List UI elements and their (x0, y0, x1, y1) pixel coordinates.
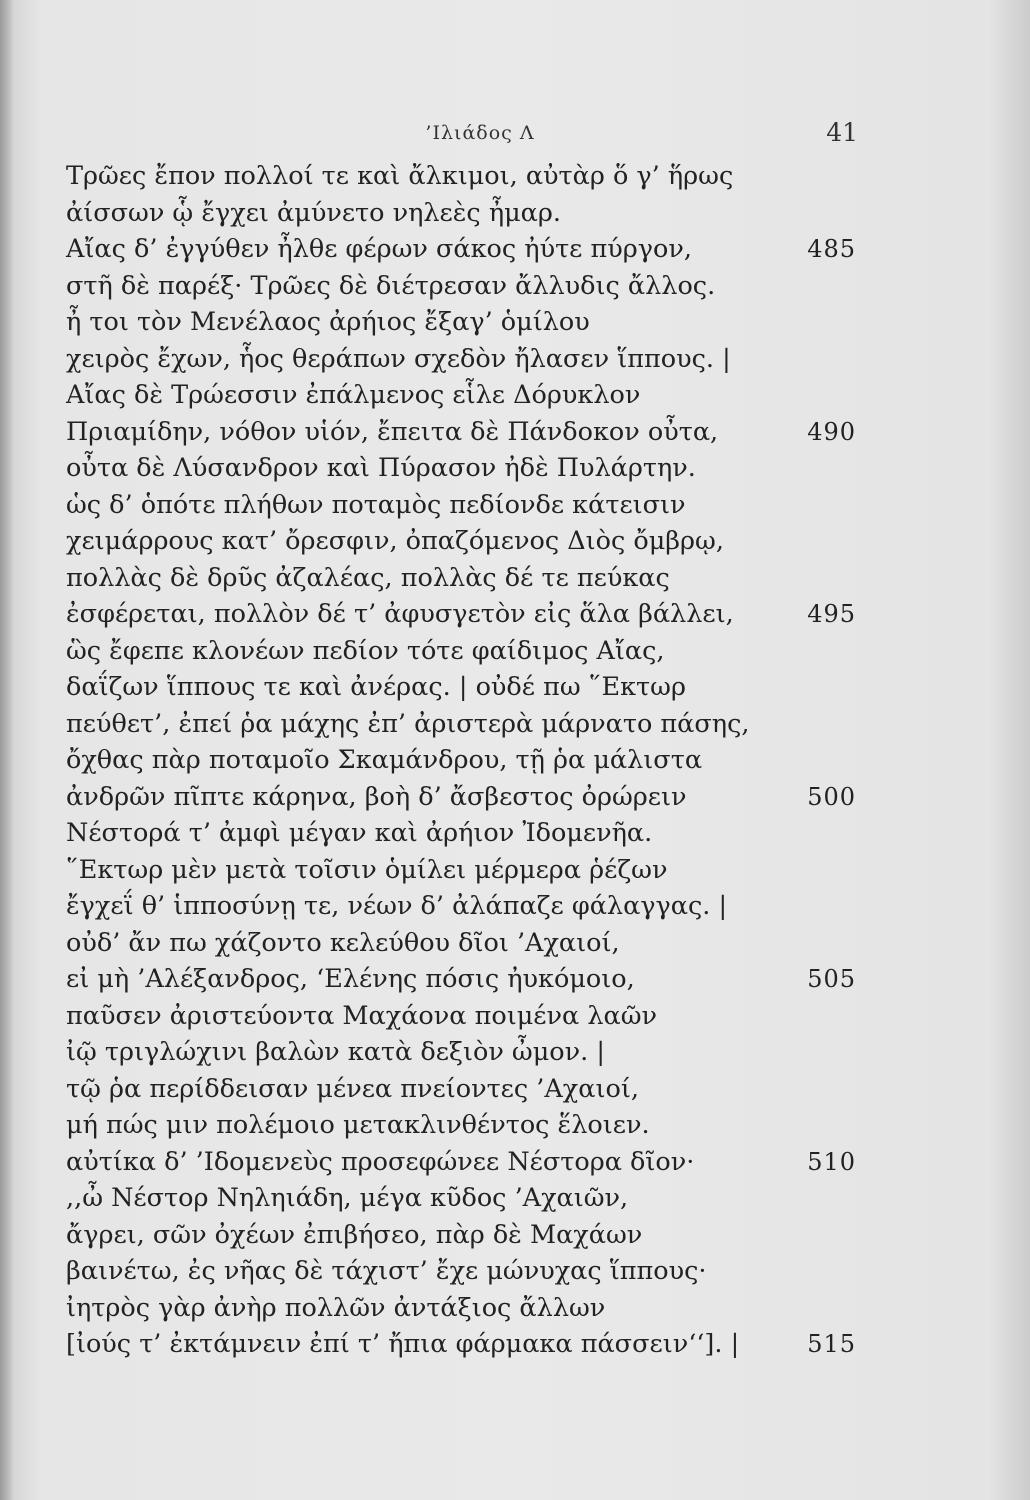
verse-line (66, 487, 866, 524)
verse-line (66, 1253, 866, 1290)
verse-text: ὡς δ’ ὁπότε πλήθων ποταμὸς πεδίονδε κάτεισιν (66, 489, 686, 520)
verse-text: ἦ τοι τὸν Μενέλαος ἀρήιος ἔξαγ’ ὁμίλου (66, 307, 590, 337)
verse-line (66, 961, 866, 998)
verse-text: χειρὸς ἔχων, ἧος θεράπων σχεδὸν ἤλασεν ἵππους. | (66, 343, 731, 374)
page-number: 41 (826, 118, 858, 147)
line-number: 515 (807, 1330, 856, 1358)
verse-line (66, 304, 866, 341)
verse-text: αὐτίκα δ’ ’Ιδομενεὺς προσεφώνεε Νέστορα δῖον· (66, 1146, 695, 1177)
verse-line (66, 925, 866, 962)
verse-line (66, 1326, 866, 1363)
verse-line (66, 341, 866, 378)
verse-text: ἰῷ τριγλώχινι βαλὼν κατὰ δεξιὸν ὦμον. | (66, 1037, 605, 1067)
line-number: 505 (807, 965, 856, 993)
verse-line (66, 596, 866, 633)
verse-line (66, 1180, 866, 1217)
verse-line (66, 195, 866, 232)
verse-text: ἄγρει, σῶν ὀχέων ἐπιβήσεο, πὰρ δὲ Μαχάων (66, 1219, 643, 1250)
verse-text: Αἴας δὲ Τρώεσσιν ἐπάλμενος εἷλε Δόρυκλον (66, 380, 641, 410)
verse-line (66, 852, 866, 889)
verse-text: δαΐζων ἵππους τε καὶ ἀνέρας. | οὐδέ πω ῞Εκτωρ (66, 672, 686, 702)
verse-line (66, 450, 866, 487)
verse-line (66, 268, 866, 305)
verse-line (66, 888, 866, 925)
verse-line (66, 231, 866, 268)
verse-text: [ἰούς τ’ ἐκτάμνειν ἐπί τ’ ἤπια φάρμακα πάσσειν‘‘]. | (66, 1329, 740, 1359)
verse-text: ἀίσσων ᾧ ἔγχει ἀμύνετο νηλεὲς ἦμαρ. (66, 197, 561, 228)
verse-text: παῦσεν ἀριστεύοντα Μαχάονα ποιμένα λαῶν (66, 1000, 658, 1031)
verse-line (66, 706, 866, 743)
verse-line (66, 377, 866, 414)
verse-text: ,,ὦ Νέστορ Νηληιάδη, μέγα κῦδος ’Αχαιῶν, (66, 1183, 629, 1213)
verse-line (66, 742, 866, 779)
verse-text: Νέστορά τ’ ἀμφὶ μέγαν καὶ ἀρήιον Ἰδομενῆα. (66, 818, 653, 848)
line-number: 485 (807, 235, 856, 263)
verse-text: χειμάρρους κατ’ ὄρεσφιν, ὀπαζόμενος Διὸς ὄμβρῳ, (66, 526, 724, 556)
verse-line (66, 633, 866, 670)
verse-line (66, 998, 866, 1035)
verse-text: Τρῶες ἔπον πολλοί τε καὶ ἄλκιμοι, αὐτὰρ ὅ γ’ ἥρως (66, 161, 734, 191)
verse-line (66, 779, 866, 816)
verse-line (66, 1034, 866, 1071)
verse-text: πεύθετ’, ἐπεί ῥα μάχης ἐπ’ ἀριστερὰ μάρνατο πάσης, (66, 708, 750, 739)
verse-line (66, 815, 866, 852)
verse-text: ἰητρὸς γὰρ ἀνὴρ πολλῶν ἀντάξιος ἄλλων (66, 1292, 606, 1323)
verse-line (66, 1290, 866, 1327)
line-number: 495 (807, 600, 856, 628)
verse-line (66, 1144, 866, 1181)
verse-line (66, 523, 866, 560)
verse-text: ἀνδρῶν πῖπτε κάρηνα, βοὴ δ’ ἄσβεστος ὀρώρειν (66, 781, 687, 812)
verse-text: Πριαμίδην, νόθον υἱόν, ἔπειτα δὲ Πάνδοκον οὖτα, (66, 416, 719, 447)
line-number: 490 (807, 417, 856, 446)
verse-text: ῞Εκτωρ μὲν μετὰ τοῖσιν ὁμίλει μέρμερα ῥέζων (66, 854, 668, 885)
verse-line (66, 1217, 866, 1254)
verse-text: στῆ δὲ παρέξ· Τρῶες δὲ διέτρεσαν ἄλλυδις ἄλλος. (66, 270, 716, 301)
verse-text: ὣς ἔφεπε κλονέων πεδίον τότε φαίδιμος Αἴας, (66, 635, 665, 666)
verse-text: μή πώς μιν πολέμοιο μετακλινθέντος ἕλοιεν. (66, 1110, 650, 1140)
verse-line (66, 1071, 866, 1108)
line-number: 510 (807, 1147, 856, 1176)
verse-text: οὐδ’ ἄν πω χάζοντο κελεύθου δῖοι ’Αχαιοί, (66, 927, 620, 958)
verse-line (66, 560, 866, 597)
verse-text: οὖτα δὲ Λύσανδρον καὶ Πύρασον ἠδὲ Πυλάρτην. (66, 453, 696, 483)
line-number: 500 (807, 782, 856, 811)
verse-block (66, 158, 866, 1363)
verse-line (66, 1107, 866, 1144)
verse-text: εἰ μὴ ’Αλέξανδρος, ‘Ελένης πόσις ἠυκόμοιο, (66, 964, 635, 994)
verse-text: ὄχθας πὰρ ποταμοῖο Σκαμάνδρου, τῇ ῥα μάλιστα (66, 745, 703, 775)
verse-text: ἔγχεΐ θ’ ἱπποσύνῃ τε, νέων δ’ ἀλάπαζε φάλαγγας. | (66, 891, 728, 921)
verse-line (66, 414, 866, 451)
verse-text: τῷ ῥα περίδδεισαν μένεα πνείοντες ’Αχαιοί, (66, 1073, 639, 1104)
verse-text: βαινέτω, ἐς νῆας δὲ τάχιστ’ ἔχε μώνυχας ἵππους· (66, 1256, 707, 1286)
verse-line (66, 158, 866, 195)
verse-text: Αἴας δ’ ἐγγύθεν ἦλθε φέρων σάκος ἠύτε πύργον, (66, 234, 692, 264)
verse-text: πολλὰς δὲ δρῦς ἀζαλέας, πολλὰς δέ τε πεύκας (66, 562, 670, 593)
spine-shadow (0, 0, 14, 1500)
verse-line (66, 669, 866, 706)
verse-text: ἐσφέρεται, πολλὸν δέ τ’ ἀφυσγετὸν εἰς ἅλα βάλλει, (66, 599, 734, 629)
running-head-title: ’Ιλιάδος Λ (425, 122, 535, 144)
